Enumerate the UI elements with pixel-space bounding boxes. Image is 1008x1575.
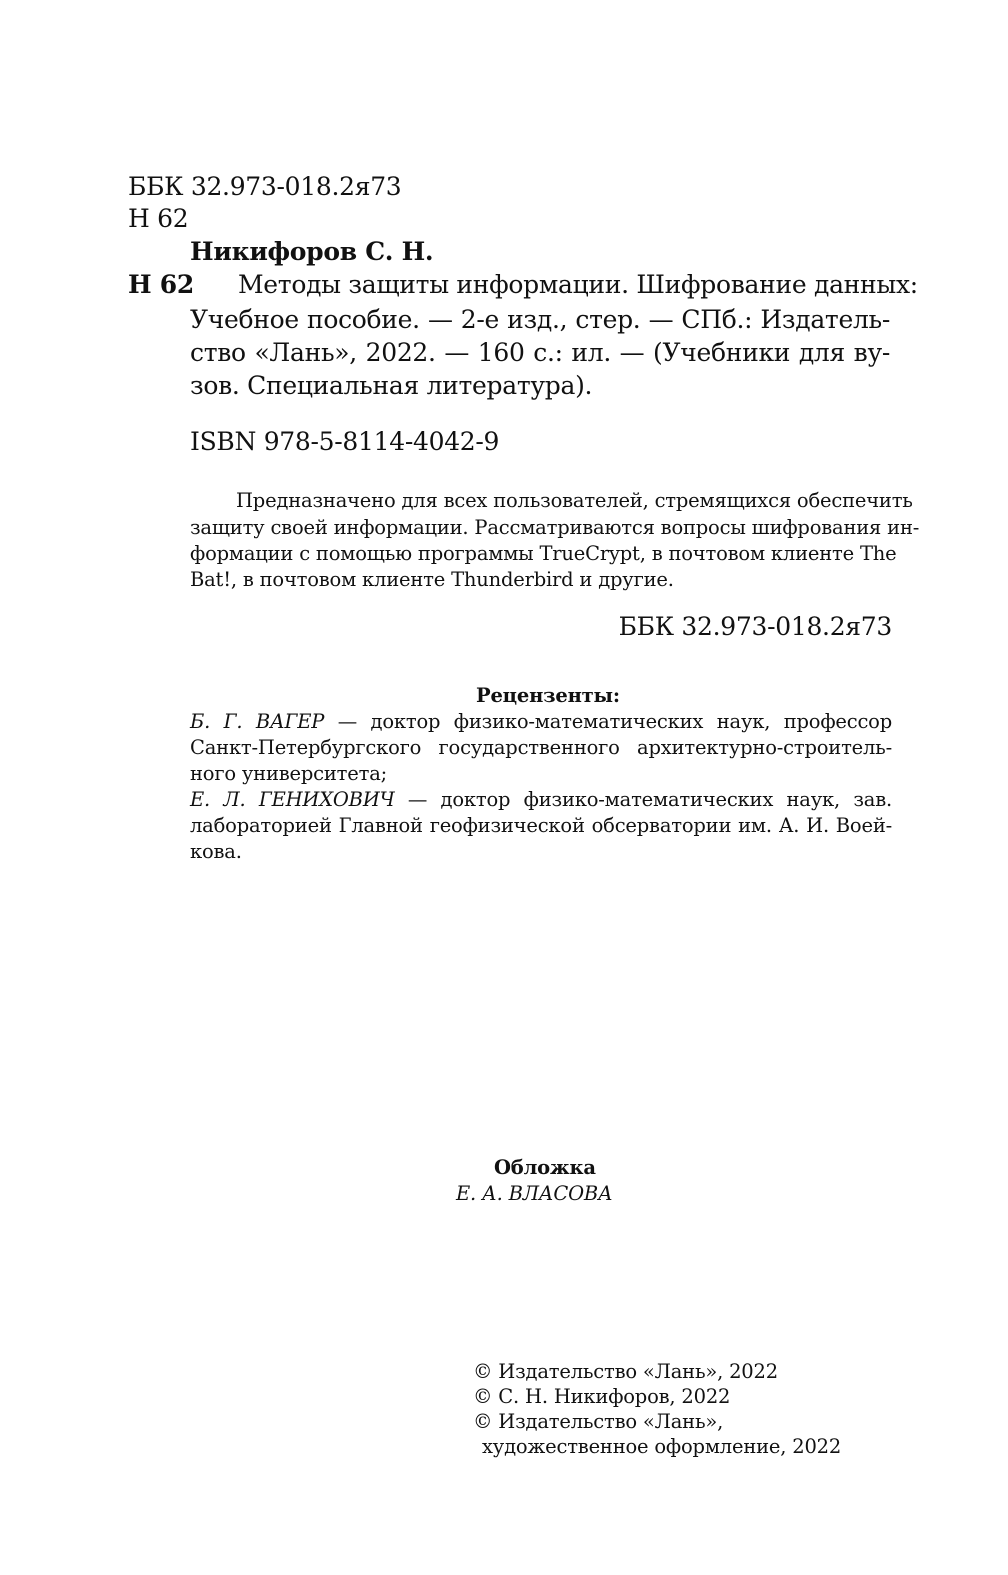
annotation-line-4: Bat!, в почтовом клиенте Thunderbird и другие.: [190, 568, 674, 591]
annotation-line-3: формации с помощью программы TrueCrypt, в почтовом клиенте The: [190, 542, 897, 565]
copyright-2: © С. Н. Никифоров, 2022: [473, 1385, 731, 1408]
reviewer-1-line-2: Санкт-Петербургского государственного архитектурно-строитель-: [190, 736, 892, 759]
bbk-header: ББК 32.973-018.2я73: [128, 172, 402, 201]
author-name: Никифоров С. Н.: [190, 237, 434, 266]
entry-line-3: ство «Лань», 2022. — 160 с.: ил. — (Учебники для ву-: [190, 338, 890, 367]
isbn: ISBN 978-5-8114-4042-9: [190, 427, 500, 456]
cover-title: Обложка: [494, 1156, 596, 1179]
cover-designer: Е. А. ВЛАСОВА: [456, 1182, 613, 1205]
copyright-4: художественное оформление, 2022: [482, 1435, 842, 1458]
bbk-right: ББК 32.973-018.2я73: [618, 612, 892, 641]
reviewer-2-name: Е. Л. ГЕНИХОВИЧ: [190, 788, 395, 811]
copyright-3: © Издательство «Лань»,: [473, 1410, 724, 1433]
reviewer-1-line-1: [190, 710, 892, 733]
entry-line-1: Методы защиты информации. Шифрование данных:: [238, 270, 918, 299]
author-code-header: Н 62: [128, 204, 189, 233]
annotation-line-1: Предназначено для всех пользователей, стремящихся обеспечить: [236, 489, 913, 512]
reviewer-2-line-3: кова.: [190, 840, 242, 863]
reviewer-1-name: Б. Г. ВАГЕР: [190, 710, 325, 733]
reviewer-1-line-3: ного университета;: [190, 762, 387, 785]
reviewers-title: Рецензенты:: [476, 684, 620, 707]
entry-code: Н 62: [128, 270, 194, 299]
copyright-1: © Издательство «Лань», 2022: [473, 1360, 778, 1383]
reviewer-1-desc: — доктор физико-математических наук, профессор: [324, 710, 893, 733]
reviewer-2-line-1: [190, 788, 892, 811]
entry-line-4: зов. Специальная литература).: [190, 371, 593, 400]
reviewer-2-line-2: лабораторией Главной геофизической обсерватории им. А. И. Воей-: [190, 814, 892, 837]
annotation-line-2: защиту своей информации. Рассматриваются вопросы шифрования ин-: [190, 516, 920, 539]
entry-line-2: Учебное пособие. — 2-е изд., стер. — СПб.: Издатель-: [190, 305, 890, 334]
reviewer-2-desc: — доктор физико-математических наук, зав.: [394, 788, 892, 811]
